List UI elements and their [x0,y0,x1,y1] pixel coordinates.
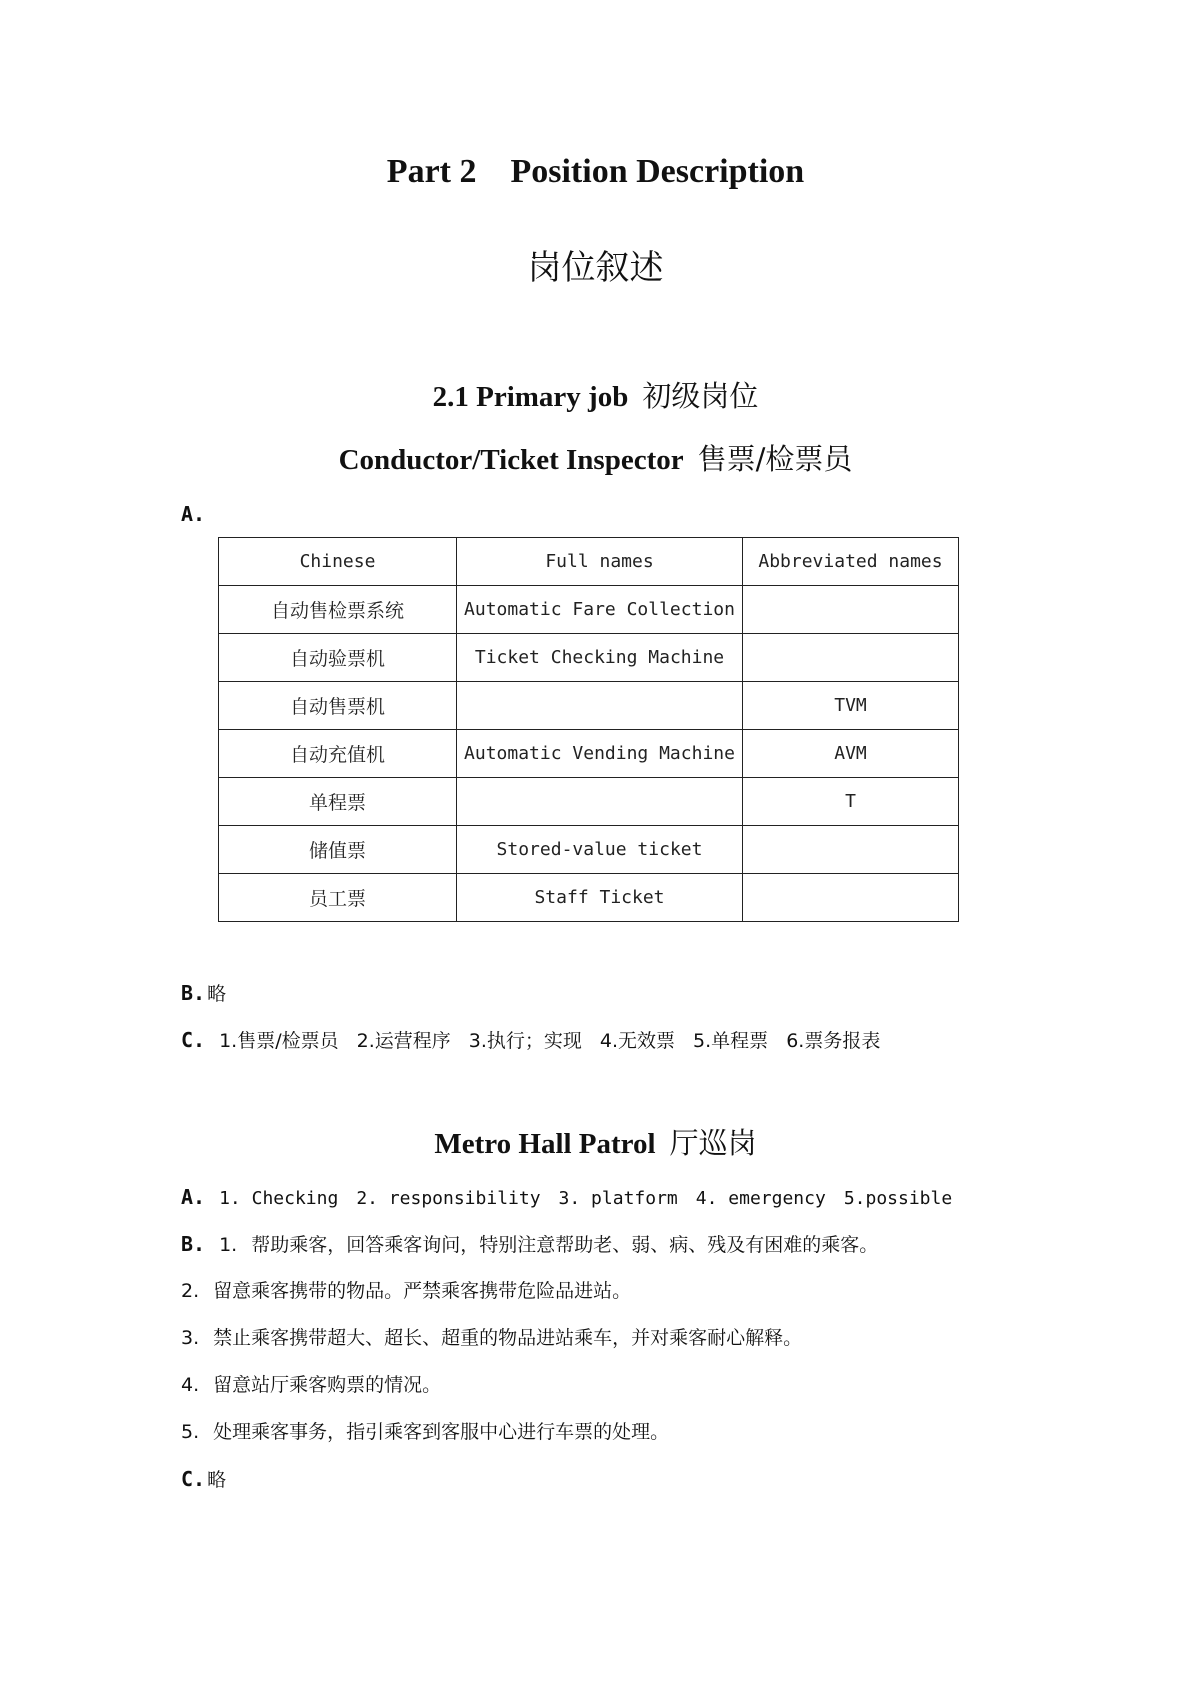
cell-chinese: 自动售检票系统 [219,586,457,634]
section-heading-2-1 [0,378,1191,415]
conductor-b-label: B. [181,981,206,1005]
conductor-heading-cn: 售票/检票员 [697,442,853,476]
patrol-b-num: 5. [181,1421,200,1443]
cell-abbreviation [743,826,959,874]
part-number: Part 2 [386,153,477,190]
patrol-b-label: B. [181,1232,206,1256]
section-heading-cn: 初级岗位 [642,379,759,413]
conductor-c-item: 5.单程票 [693,1030,769,1052]
cell-chinese: 员工票 [219,874,457,922]
section-heading-en: 2.1 Primary job [432,381,629,413]
conductor-c-item: 6.票务报表 [786,1030,881,1052]
patrol-b-num: 4. [181,1374,200,1396]
column-header-chinese: Chinese [219,538,457,586]
table-row [219,682,959,730]
patrol-b-text: 处理乘客事务，指引乘客到客服中心进行车票的处理。 [213,1421,670,1443]
table-row [219,874,959,922]
patrol-a-line [181,1183,952,1213]
patrol-heading [0,1125,1191,1162]
cell-abbreviation [743,586,959,634]
patrol-c-text: 略 [207,1469,227,1491]
patrol-b-item-3 [181,1324,802,1352]
cell-chinese: 自动验票机 [219,634,457,682]
conductor-b-text: 略 [207,983,227,1005]
cell-full-name [457,682,743,730]
cell-chinese: 自动售票机 [219,682,457,730]
cell-full-name [457,778,743,826]
cell-full-name: Automatic Fare Collection [457,586,743,634]
cell-abbreviation: AVM [743,730,959,778]
patrol-b-num: 2. [181,1280,200,1302]
part-title-text: Position Description [510,153,805,190]
cell-abbreviation [743,874,959,922]
patrol-b-text: 留意乘客携带的物品。严禁乘客携带危险品进站。 [213,1280,632,1302]
conductor-b-line [181,979,226,1008]
patrol-b-text: 禁止乘客携带超大、超长、超重的物品进站乘车，并对乘客耐心解释。 [213,1327,803,1349]
column-header-abbreviated-names: Abbreviated names [743,538,959,586]
patrol-a-item: 4. emergency [695,1188,826,1209]
patrol-heading-en: Metro Hall Patrol [434,1128,656,1160]
part-title [0,152,1191,192]
table-header-row [219,538,959,586]
cell-abbreviation: TVM [743,682,959,730]
patrol-c-label: C. [181,1467,206,1491]
column-header-full-names: Full names [457,538,743,586]
cell-abbreviation: T [743,778,959,826]
conductor-c-item: 2.运营程序 [356,1030,451,1052]
patrol-b-num: 1. [219,1234,238,1256]
patrol-a-item: 3. platform [558,1188,678,1209]
patrol-b-item-5 [181,1418,669,1446]
cell-chinese: 储值票 [219,826,457,874]
patrol-b-num: 3. [181,1327,200,1349]
cell-full-name: Stored-value ticket [457,826,743,874]
patrol-c-line [181,1465,226,1494]
table-row [219,586,959,634]
conductor-c-line [181,1026,880,1055]
patrol-a-item: 2. responsibility [356,1188,541,1209]
patrol-b-text: 帮助乘客，回答乘客询问，特别注意帮助老、弱、病、残及有困难的乘客。 [251,1234,879,1256]
conductor-c-label: C. [181,1028,206,1052]
patrol-a-item: 5.possible [843,1188,953,1209]
table-row [219,778,959,826]
patrol-b-item-4 [181,1371,441,1399]
patrol-a-label: A. [181,1185,206,1209]
cell-chinese: 自动充值机 [219,730,457,778]
terms-table [218,537,959,922]
cell-abbreviation [743,634,959,682]
conductor-c-item: 4.无效票 [599,1030,676,1052]
table-row [219,730,959,778]
conductor-heading [0,441,1191,478]
conductor-c-item: 1.售票/检票员 [219,1030,339,1052]
conductor-c-item: 3.执行；实现 [468,1030,582,1052]
cell-full-name: Staff Ticket [457,874,743,922]
patrol-b-item-1 [181,1230,878,1259]
table-row [219,634,959,682]
cell-full-name: Automatic Vending Machine [457,730,743,778]
part-title-chinese: 岗位叙述 [527,248,664,288]
patrol-b-text: 留意站厅乘客购票的情况。 [213,1374,442,1396]
conductor-a-label: A. [181,502,206,526]
patrol-b-item-2 [181,1277,631,1305]
conductor-heading-en: Conductor/Ticket Inspector [338,444,684,476]
cell-full-name: Ticket Checking Machine [457,634,743,682]
table-row [219,826,959,874]
patrol-a-item: 1. Checking [219,1188,339,1209]
cell-chinese: 单程票 [219,778,457,826]
patrol-heading-cn: 厅巡岗 [669,1126,757,1160]
